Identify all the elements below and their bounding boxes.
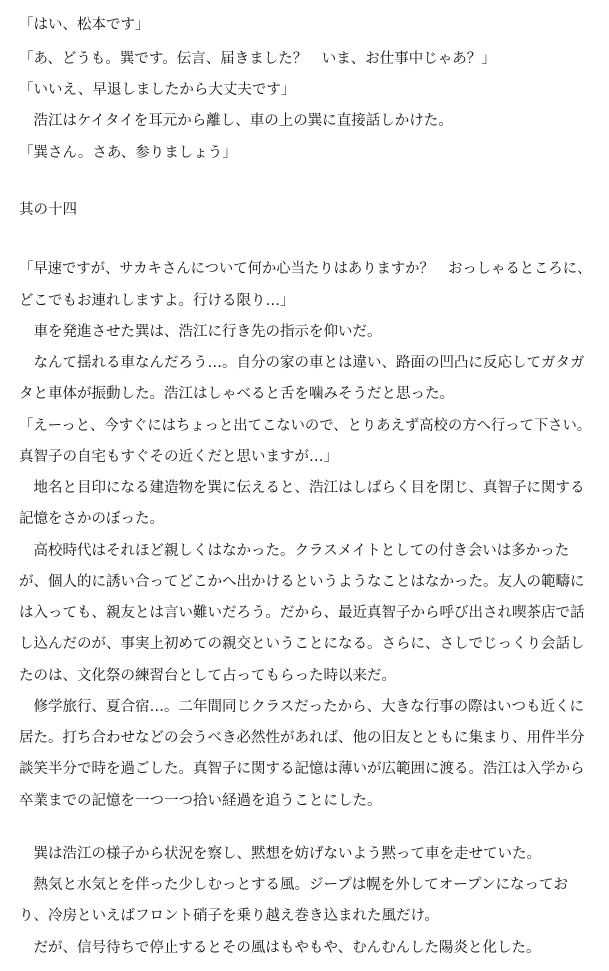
text-line: 真智子の自宅もすぐその近くだと思いますが…」 <box>19 449 338 465</box>
text-line: タと車体が振動した。浩江はしゃべると舌を噛みそうだと思った。 <box>19 386 454 402</box>
text-line: 卒業までの記憶を一つ一つ拾い経過を追うことにした。 <box>19 793 382 809</box>
text-line: 「えーっと、今すぐにはちょっと出てこないので、とりあえず高校の方へ行って下さい。 <box>19 418 591 434</box>
text-line: 地名と目印になる建造物を巽に伝えると、浩江はしばらく目を閉じ、真智子に関する <box>19 480 585 496</box>
blank-line <box>19 818 591 838</box>
text-line: 修学旅行、夏合宿…。二年間同じクラスだったから、大きな行事の際はいつも近くに <box>19 699 585 715</box>
text-line: 「早速ですが、サカキさんについて何か心当たりはありますか？ おっしゃるところに、 <box>19 261 591 277</box>
text-line: 「はい、松本です」 <box>19 17 150 33</box>
text-line: 談笑半分で時を過ごした。真智子に関する記憶は薄いが広範囲に渡る。浩江は入学から <box>19 761 585 777</box>
text-line: たのは、文化祭の練習台として占ってもらった時以来だ。 <box>19 668 396 684</box>
section-heading: 其の十四 <box>19 202 77 218</box>
text-line: なんて揺れる車なんだろう…。自分の家の車とは違い、路面の凹凸に反応してガタガ <box>19 355 585 371</box>
text-line: だが、信号待ちで停止するとその風はもやもや、むんむんした陽炎と化した。 <box>19 940 541 956</box>
text-line: 車を発進させた巽は、浩江に行き先の指示を仰いだ。 <box>19 324 382 340</box>
text-line: どこでもお連れしますよ。行ける限り…」 <box>19 293 295 309</box>
text-line: 記憶をさかのぼった。 <box>19 511 164 527</box>
text-line: は入っても、親友とは言い難いだろう。だから、最近真智子から呼び出され喫茶店で話 <box>19 605 585 621</box>
blank-line <box>19 231 591 251</box>
text-line: 「巽さん。さあ、参りましょう」 <box>19 145 237 161</box>
blank-line <box>19 174 591 194</box>
text-line: し込んだのが、事実上初めての親交ということになる。さらに、さしでじっくり会話し <box>19 636 585 652</box>
text-line: 浩江はケイタイを耳元から離し、車の上の巽に直接話しかけた。 <box>19 113 453 129</box>
text-line: 「いいえ、早退しましたから大丈夫です」 <box>19 82 296 98</box>
text-line: 巽は浩江の様子から状況を察し、黙想を妨げないよう黙って車を走せていた。 <box>19 846 541 862</box>
text-line: 「あ、どうも。巽です。伝言、届きました？ いま、お仕事中じゃあ？」 <box>19 51 496 67</box>
text-line: り、冷房といえばフロント硝子を乗り越え巻き込まれた風だけ。 <box>19 908 439 924</box>
text-line: 熱気と水気とを伴った少しむっとする風。ジープは幌を外してオープンになってお <box>19 877 568 893</box>
text-line: 居た。打ち合わせなどの会うべき必然性があれば、他の旧友とともに集まり、用件半分 <box>19 730 585 746</box>
text-line: が、個人的に誘い合ってどこかへ出かけるというようなことはなかった。友人の範疇に <box>19 574 585 590</box>
text-line: 高校時代はそれほど親しくはなかった。クラスメイトとしての付き会いは多かった <box>19 543 570 559</box>
